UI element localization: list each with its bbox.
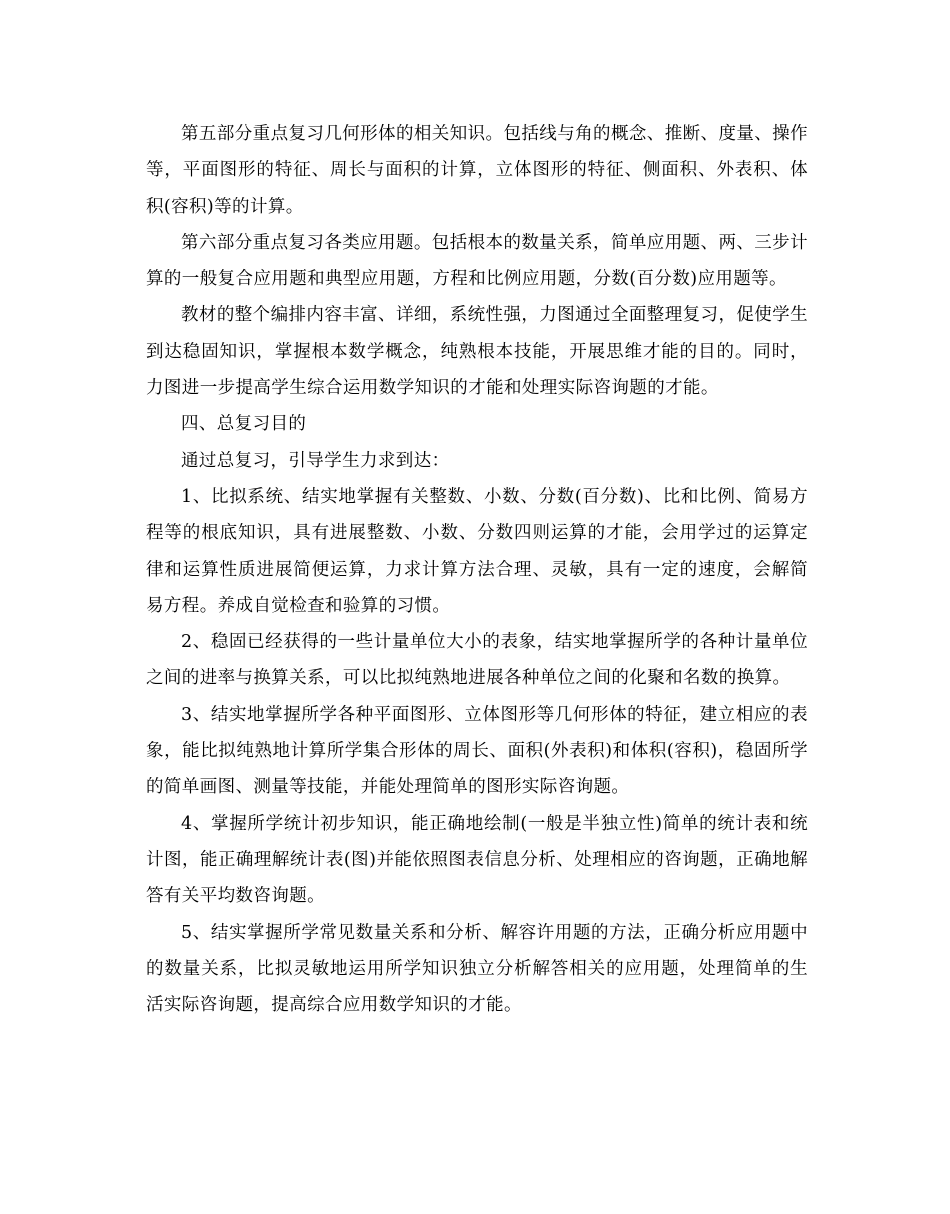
paragraph-textbook-overview: 教材的整个编排内容丰富、详细，系统性强，力图通过全面整理复习，促使学生到达稳固知识，掌握根本数学概念，纯熟根本技能，开展思维才能的目的。同时，力图进一步提高学生综合运用数学知识的才能和处理实际咨询题的才能。 <box>146 305 808 399</box>
section-heading-review-goals: 四、总复习目的 <box>181 414 307 435</box>
document-body <box>146 116 808 1023</box>
paragraph-goals-intro: 通过总复习，引导学生力求到达： <box>181 450 450 471</box>
goal-item-5: 5、结实掌握所学常见数量关系和分析、解容许用题的方法，正确分析应用题中的数量关系，比拟灵敏地运用所学知识独立分析解答相关的应用题，处理简单的生活实际咨询题，提高综合应用数学知识的才能。 <box>146 922 808 1016</box>
goal-item-3: 3、结实地掌握所学各种平面图形、立体图形等几何形体的特征，建立相应的表象，能比拟纯熟地计算所学集合形体的周长、面积(外表积)和体积(容积)，稳固所学的简单画图、测量等技能，并能处理简单的图形实际咨询题。 <box>146 704 808 798</box>
goal-item-1: 1、比拟系统、结实地掌握有关整数、小数、分数(百分数)、比和比例、简易方程等的根底知识，具有进展整数、小数、分数四则运算的才能，会用学过的运算定律和运算性质进展简便运算，力求计算方法合理、灵敏，具有一定的速度，会解简易方程。养成自觉检查和验算的习惯。 <box>146 486 808 616</box>
paragraph-part-six: 第六部分重点复习各类应用题。包括根本的数量关系，简单应用题、两、三步计算的一般复合应用题和典型应用题，方程和比例应用题，分数(百分数)应用题等。 <box>146 232 808 290</box>
goal-item-2: 2、稳固已经获得的一些计量单位大小的表象，结实地掌握所学的各种计量单位之间的进率与换算关系，可以比拟纯熟地进展各种单位之间的化聚和名数的换算。 <box>146 632 808 689</box>
goal-item-4: 4、掌握所学统计初步知识，能正确地绘制(一般是半独立性)简单的统计表和统计图，能正确理解统计表(图)并能依照图表信息分析、处理相应的咨询题，正确地解答有关平均数咨询题。 <box>146 813 808 907</box>
paragraph-part-five: 第五部分重点复习几何形体的相关知识。包括线与角的概念、推断、度量、操作等，平面图形的特征、周长与面积的计算，立体图形的特征、侧面积、外表积、体积(容积)等的计算。 <box>146 124 808 217</box>
